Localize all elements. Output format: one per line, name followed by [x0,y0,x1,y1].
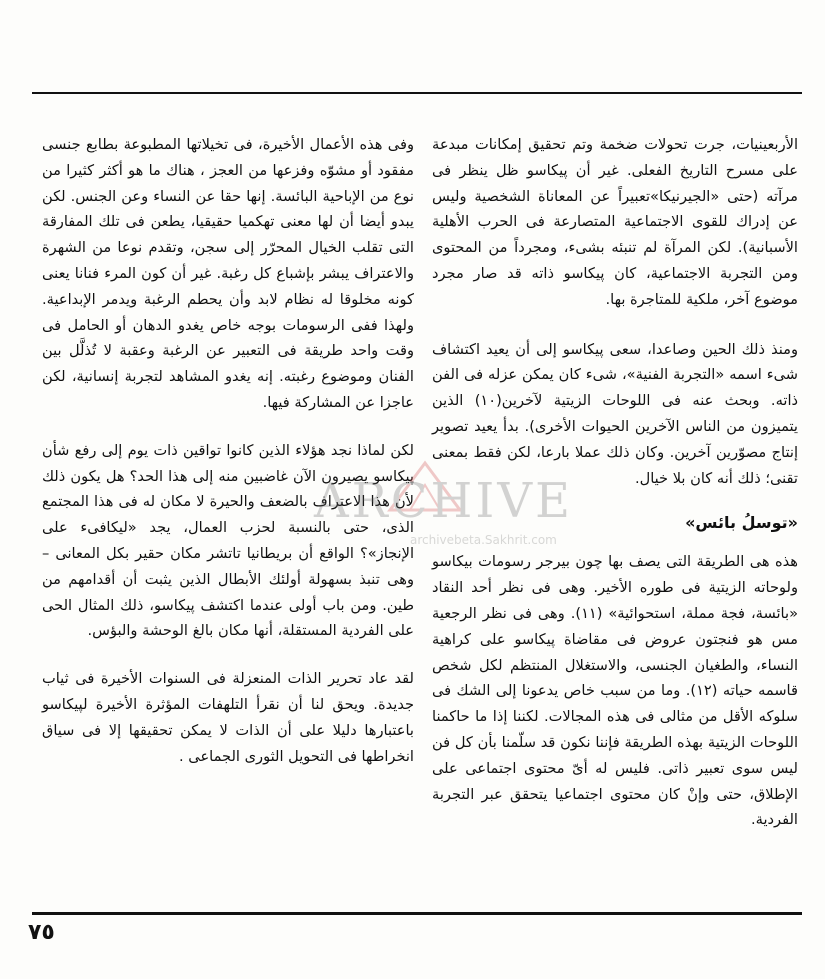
paragraph: هذه هى الطريقة التى يصف بها چون بيرجر رسومات بيكاسو ولوحاته الزيتية فى طوره الأخير. وهى فى نظر أحد النقاد «بائسة، فجة مملة، استحوائية» (١١). وهى فى نظر الرجعية مس هو فنجتون عروض فى مقاضاة پيكاسو على كراهية النساء، والطغيان الجنسى، والاستغلال المنتظم لكل شخص قاسمه حياته (١٢). وما من سبب خاص يدعونا إلى الشك فى سلوكه الأقل من مثالى فى هذه المجالات. لكننا إذا ما حاكمنا اللوحات الزيتية بهذه الطريقة فإننا نكون قد سلّمنا بأن كل فن ليس سوى تعبير ذاتى. فليس له أىّ محتوى اجتماعى على الإطلاق، حتى وإنْ كان محتوى اجتماعيا يتحقق عبر التجربة الفردية. [432,553,798,829]
bottom-rule [32,912,802,915]
section-heading: «توسلُ بائس» [685,513,798,533]
right-column [432,132,798,833]
page-number: ٧٥ [28,920,55,945]
top-rule [32,92,802,94]
paragraph: الأربعينيات، جرت تحولات ضخمة وتم تحقيق إمكانات مبدعة على مسرح التاريخ الفعلى. غير أن پيكاسو ظل ينظر فى مرآته (حتى «الجيرنيكا»تعبيراً عن المعاناة الشخصية وليس عن إدراك للقوى الاجتماعية المتصارعة فى الحرب الأهلية الأسبانية). لكن المرآة لم تنبئه بشىء، ومجرداً من المحتوى ومن التجربة الاجتماعية، كان پيكاسو ذاته قد صار مجرد موضوع آخر، ملكية للمتاجرة بها. [432,136,798,308]
paragraph: وفى هذه الأعمال الأخيرة، فى تخيلاتها المطبوعة بطابع جنسى مفقود أو مشوّه وفزعها من العجز ، هناك ما هو أكثر كثيرا من نوع من الإباحية البائسة. إنها حقا عن النساء وعن الجنس. لكن يبدو أيضا أن لها معنى تهكميا حقيقيا، يطعن فى تلك المفارقة التى تقلب الخيال المحرّر إلى سجن، وتقدم نوعا من الشهرة والاعتراف يبشر بإشباع كل رغبة. غير أن كون المرء فنانا يعنى كونه مخلوقا له نظام لابد وأن يحطم الرغبة ويدمر الإبداعية. ولهذا ففى الرسومات بوجه خاص يغدو الدهان أو الحامل فى وقت واحد طريقة فى التعبير عن الرغبة وعقبة لا تُذلَّل بين الفنان وموضوع رغبته. إنه يغدو المشاهد لتجربة إنسانية، لكن عاجزا عن المشاركة فيها. [42,136,414,411]
watermark-text: ARCHIVE [314,473,574,529]
watermark-url: archivebeta.Sakhrit.com [410,533,557,547]
paragraph: لكن لماذا نجد هؤلاء الذين كانوا تواقين ذات يوم إلى رفع شأن پيكاسو يصيرون الآن غاضبين منه إلى هذا الحد؟ هل يكون ذلك لأن هذا الاعتراف بالضعف والحيرة لا مكان له فى هذا المجتمع الذى، حتى بالنسبة لحزب العمال، يجد «ليكافىء على الإنجاز»؟ الواقع أن بريطانيا تاتشر مكان حقير بكل المعانى – وهى تنبذ بسهولة أولئك الأبطال الذين يثبت أن أقدامهم من طين. ومن باب أولى عندما اكتشف پيكاسو، ذلك المثال الحى على الفردية المستقلة، أنها مكان بالغ الوحشة والبؤس. [42,441,414,640]
paragraph: ومنذ ذلك الحين وصاعدا، سعى پيكاسو إلى أن يعيد اكتشاف شىء اسمه «التجربة الفنية»، شىء كان يمكن عزله فى الفن ذاته. وبحث عنه فى اللوحات الزيتية لآخرين(١٠) الذين يتميزون من الناس الآخرين الحيوات الأخرى). بدأ يعيد تصوير إنتاج مصوّرين آخرين. وكان ذلك عملا بارعا، لكن فقط بمعنى تقنى؛ ذلك أنه كان بلا خيال. [432,340,799,487]
paragraph: لقد عاد تحرير الذات المنعزلة فى السنوات الأخيرة فى ثياب جديدة. ويحق لنا أن نقرأ التلهفات المؤثرة الأخيرة لپيكاسو باعتبارها دليلا على أن الذات لا يمكن تحقيقها إلا فى سياق انخراطها فى التحويل الثورى الجماعى . [42,670,414,765]
left-column [42,132,414,769]
